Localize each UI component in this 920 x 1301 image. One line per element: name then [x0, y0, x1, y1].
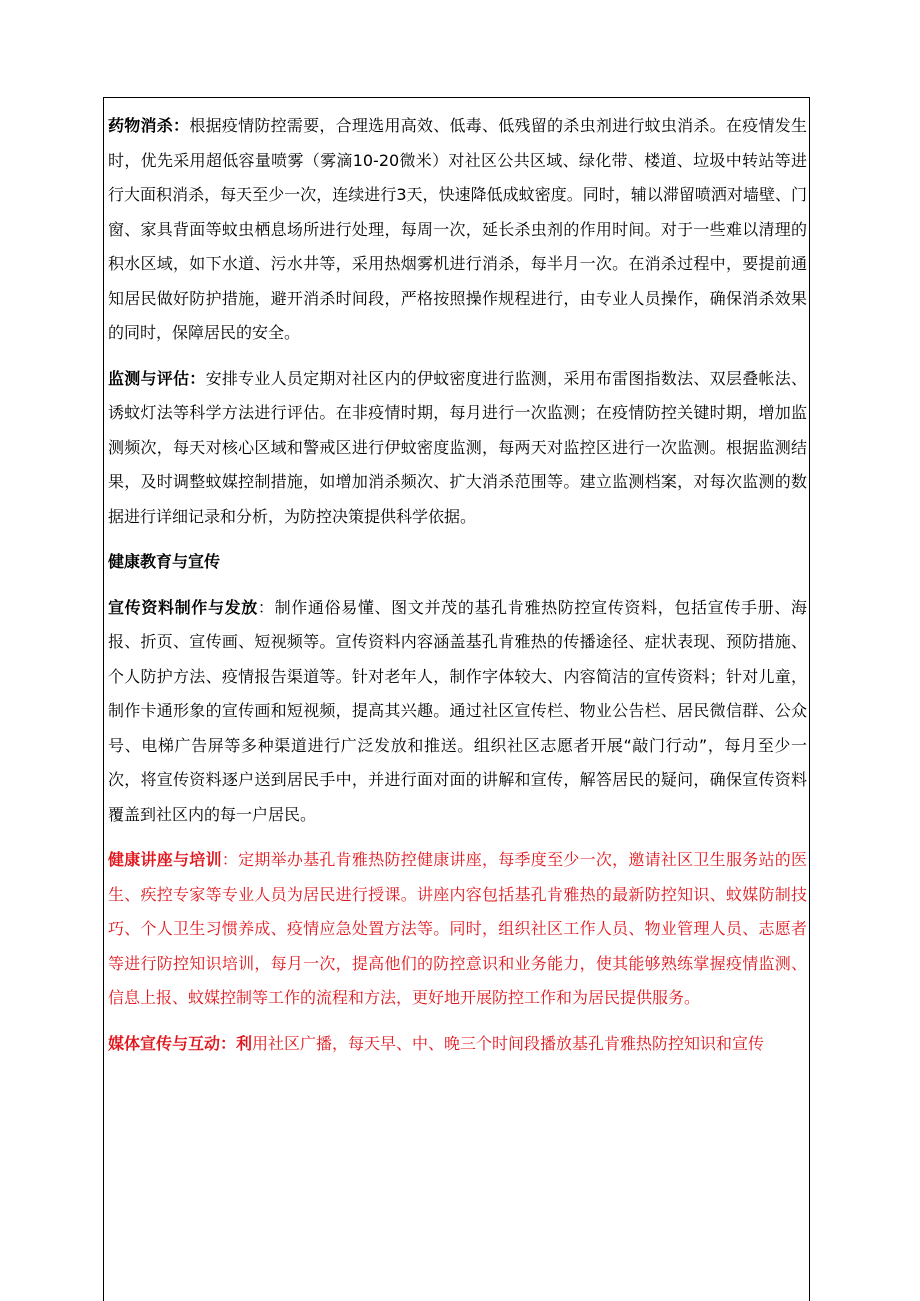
lecture-paragraph [108, 843, 807, 1016]
lecture-body: ：定期举办基孔肯雅热防控健康讲座，每季度至少一次，邀请社区卫生服务站的医生、疾控专家等专业人员为居民进行授课。讲座内容包括基孔肯雅热的最新防控知识、蚊媒防制技巧、个人卫生习惯养成、疫情应急处置方法等。同时，组织社区工作人员、物业管理人员、志愿者等进行防控知识培训，每月一次，提高他们的防控意识和业务能力，使其能够熟练掌握疫情监测、信息上报、蚊媒控制等工作的流程和方法，更好地开展防控工作和为居民提供服务。 [108, 850, 807, 1007]
lecture-lead: 健康讲座与培训 [108, 850, 222, 869]
materials-lead: 宣传资料制作与发放 [108, 597, 258, 617]
media-paragraph [108, 1027, 807, 1062]
drug-disinfection-body: 根据疫情防控需要，合理选用高效、低毒、低残留的杀虫剂进行蚊虫消杀。在疫情发生时，优先采用超低容量喷雾（雾滴10-20微米）对社区公共区域、绿化带、楼道、垃圾中转站等进行大面积消杀，每天至少一次，连续进行3天，快速降低成蚊密度。同时，辅以滞留喷洒对墙壁、门窗、家具背面等蚊虫栖息场所进行处理，每周一次，延长杀虫剂的作用时间。对于一些难以清理的积水区域，如下水道、污水井等，采用热烟雾机进行消杀，每半月一次。在消杀过程中，要提前通知居民做好防护措施，避开消杀时间段，严格按照操作规程进行，由专业人员操作，确保消杀效果的同时，保障居民的安全。 [108, 116, 807, 342]
materials-body: ：制作通俗易懂、图文并茂的基孔肯雅热防控宣传资料，包括宣传手册、海报、折页、宣传画、短视频等。宣传资料内容涵盖基孔肯雅热的传播途径、症状表现、预防措施、个人防护方法、疫情报告渠道等。针对老年人，制作字体较大、内容简洁的宣传资料；针对儿童，制作卡通形象的宣传画和短视频，提高其兴趣。通过社区宣传栏、物业公告栏、居民微信群、公众号、电梯广告屏等多种渠道进行广泛发放和推送。组织社区志愿者开展“敲门行动”，每月至少一次，将宣传资料逐户送到居民手中，并进行面对面的讲解和宣传，解答居民的疑问，确保宣传资料覆盖到社区内的每一户居民。 [108, 597, 807, 824]
monitoring-body: 安排专业人员定期对社区内的伊蚊密度进行监测，采用布雷图指数法、双层叠帐法、诱蚊灯法等科学方法进行评估。在非疫情时期，每月进行一次监测；在疫情防控关键时期，增加监测频次，每天对核心区域和警戒区进行伊蚊密度监测，每两天对监控区进行一次监测。根据监测结果，及时调整蚊媒控制措施，如增加消杀频次、扩大消杀范围等。建立监测档案，对每次监测的数据进行详细记录和分析，为防控决策提供科学依据。 [108, 368, 807, 526]
materials-paragraph [108, 591, 807, 833]
monitoring-paragraph [108, 362, 807, 535]
section-heading: 健康教育与宣传 [108, 552, 221, 571]
monitoring-lead: 监测与评估： [108, 368, 206, 388]
media-body: 用社区广播，每天早、中、晚三个时间段播放基孔肯雅热防控知识和宣传 [252, 1033, 765, 1053]
media-lead: 媒体宣传与互动：利 [108, 1033, 253, 1053]
document-table-frame [103, 97, 810, 1301]
drug-disinfection-lead: 药物消杀： [108, 116, 190, 135]
drug-disinfection-paragraph [108, 109, 807, 351]
document-content [108, 109, 807, 1072]
